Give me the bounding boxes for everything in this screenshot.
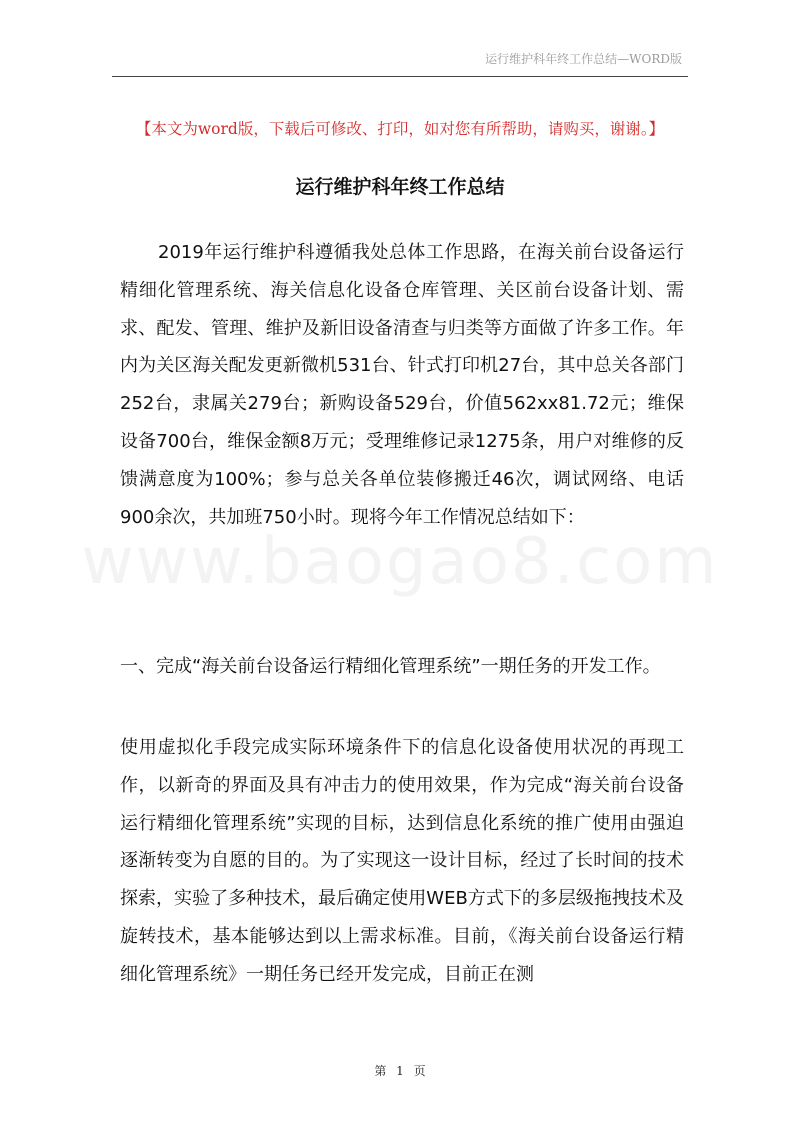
section-heading-1 bbox=[120, 648, 684, 686]
page-number: 1 bbox=[396, 1064, 404, 1078]
section-heading-text: 一、完成“海关前台设备运行精细化管理系统”一期任务的开发工作。 bbox=[120, 656, 661, 677]
body-paragraph-1 bbox=[120, 234, 684, 536]
paragraph-text: 2019年运行维护科遵循我处总体工作思路，在海关前台设备运行精细化管理系统、海关信息化设备仓库管理、关区前台设备计划、需求、配发、管理、维护及新旧设备清查与归类等方面做了许多工作。年内为关区海关配发更新微机531台、针式打印机27台，其中总关各部门252台，隶属关279台；新购设备529台，价值562xx81.72元；维保设备700台，维保金额8万元；受理维修记录1275条，用户对维修的反馈满意度为100%；参与总关各单位装修搬迁46次，调试网络、电话900余次，共加班750小时。现将今年工作情况总结如下： bbox=[120, 242, 684, 528]
running-header: 运行维护科年终工作总结—WORD版 bbox=[485, 52, 682, 66]
purchase-notice: 【本文为word版，下载后可修改、打印，如对您有所帮助，请购买，谢谢。】 bbox=[135, 120, 665, 138]
page-footer bbox=[0, 1062, 800, 1079]
footer-suffix: 页 bbox=[413, 1064, 426, 1078]
paragraph-text: 使用虚拟化手段完成实际环境条件下的信息化设备使用状况的再现工作，以新奇的界面及具有冲击力的使用效果，作为完成“海关前台设备运行精细化管理系统”实现的目标，达到信息化系统的推广使用由强迫逐渐转变为自愿的目的。为了实现这一设计目标，经过了长时间的技术探索，实验了多种技术，最后确定使用WEB方式下的多层级拖拽技术及旋转技术，基本能够达到以上需求标准。目前，《海关前台设备运行精细化管理系统》一期任务已经开发完成，目前正在测 bbox=[120, 737, 684, 985]
body-paragraph-2 bbox=[120, 729, 684, 994]
document-title: 运行维护科年终工作总结 bbox=[295, 176, 505, 198]
header-divider bbox=[112, 76, 688, 77]
watermark: www.baogao8.com bbox=[81, 525, 719, 599]
footer-prefix: 第 bbox=[374, 1064, 387, 1078]
